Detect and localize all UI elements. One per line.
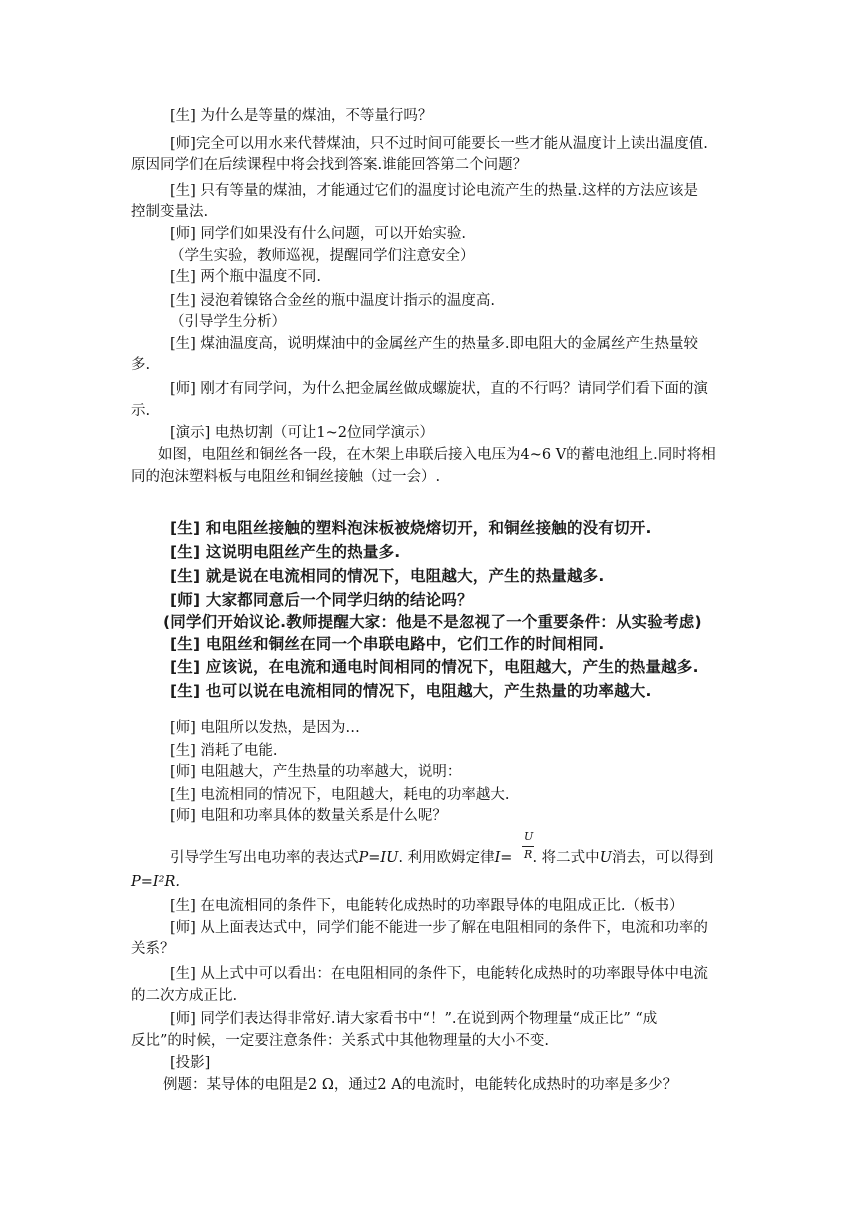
text-line: [投影] [170,1055,211,1071]
text-line: （学生实验，教师巡视，提醒同学们注意安全） [170,248,475,264]
text-line: [生] 两个瓶中温度不同. [170,269,322,285]
text-line: 的二次方成正比. [131,988,238,1004]
fraction-denominator: R [524,848,533,861]
text-line: 例题：某导体的电阻是2 Ω，通过2 A的电流时，电能转化成热时的功率是多少？ [163,1077,678,1093]
text-line: [生] 电流相同的情况下，电阻越大，耗电的功率越大. [170,787,510,803]
text-line: [生] 在电流相同的条件下，电能转化成热时的功率跟导体的电阻成正比.（板书） [170,898,684,914]
text-line: [生] 煤油温度高，说明煤油中的金属丝产生的热量多.即电阻大的金属丝产生热量较 [170,336,699,352]
fraction-numerator: U [524,830,534,843]
text-line: [师] 同学们如果没有什么问题，可以开始实验. [170,226,467,242]
text-line: 如图，电阻丝和铜丝各一段，在木架上串联后接入电压为4~6 V的蓄电池组上.同时将相 [158,447,716,463]
fraction-bar [522,846,534,847]
formula-mid: . 利用欧姆定律 [398,850,495,866]
text-line: [生] 消耗了电能. [170,743,278,759]
text-line: 示. [131,403,151,419]
text-line: [演示] 电热切割（可让1~2位同学演示） [170,425,435,441]
formula-var: U [599,850,612,866]
ohm-lhs: I= [494,850,513,866]
formula-after: . 将二式中 [532,850,600,866]
text-line: (同学们开始议论.教师提醒大家：他是不是忽视了一个重要条件：从实验考虑) [163,613,702,631]
text-line: [师] 电阻越大，产生热量的功率越大，说明： [170,764,462,780]
text-line: 反比”的时候，一定要注意条件：关系式中其他物理量的大小不变. [131,1033,550,1049]
text-line: 同的泡沫塑料板与电阻丝和铜丝接触（过一会）. [131,469,441,485]
text-line: [生] 电阻丝和铜丝在同一个串联电路中，它们工作的时间相同. [170,635,605,653]
text-line: 关系？ [131,941,175,957]
formula-expr: P=IU [358,850,399,866]
text-line: [生] 应该说，在电流和通电时间相同的情况下，电阻越大，产生的热量越多. [170,658,699,676]
text-line: [师]完全可以用水来代替煤油，只不过时间可能要长一些才能从温度计上读出温度值. [170,136,708,152]
formula-intro: 引导学生写出电功率的表达式 [170,850,359,866]
text-line: [生] 这说明电阻丝产生的热量多. [170,543,401,561]
text-line: [生] 只有等量的煤油，才能通过它们的温度讨论电流产生的热量.这样的方法应该是 [170,183,699,199]
text-line: [生] 和电阻丝接触的塑料泡沫板被烧熔切开，和铜丝接触的没有切开. [170,519,652,537]
text-line: 多. [131,357,151,373]
text-line: [生] 浸泡着镍铬合金丝的瓶中温度计指示的温度高. [170,293,496,309]
text-line: 原因同学们在后续课程中将会找到答案.谁能回答第二个问题？ [131,157,528,173]
formula-result: P=I²R. [131,874,180,890]
formula-tail: 消去，可以得到 [611,850,714,866]
text-line: [师] 同学们表达得非常好.请大家看书中“！”.在说到两个物理量“成正比” “成 [170,1011,658,1027]
text-line: 控制变量法. [131,204,209,220]
text-line: [师] 电阻所以发热，是因为… [170,720,360,736]
text-line: [师] 大家都同意后一个同学归纳的结论吗？ [170,591,473,609]
text-line: [生] 也可以说在电流相同的情况下，电阻越大，产生热量的功率越大. [170,682,652,700]
text-line: （引导学生分析） [170,314,286,330]
text-line: [生] 为什么是等量的煤油，不等量行吗？ [170,108,433,124]
text-line: [师] 从上面表达式中，同学们能不能进一步了解在电阻相同的条件下，电流和功率的 [170,920,708,936]
text-line: [生] 就是说在电流相同的情况下，电阻越大，产生的热量越多. [170,567,605,585]
text-line: [师] 电阻和功率具体的数量关系是什么呢？ [170,808,447,824]
text-line: [生] 从上式中可以看出：在电阻相同的条件下，电能转化成热时的功率跟导体中电流 [170,966,708,982]
formula-line [170,848,713,868]
text-line: [师] 刚才有同学问，为什么把金属丝做成螺旋状，直的不行吗？请同学们看下面的演 [170,381,708,397]
